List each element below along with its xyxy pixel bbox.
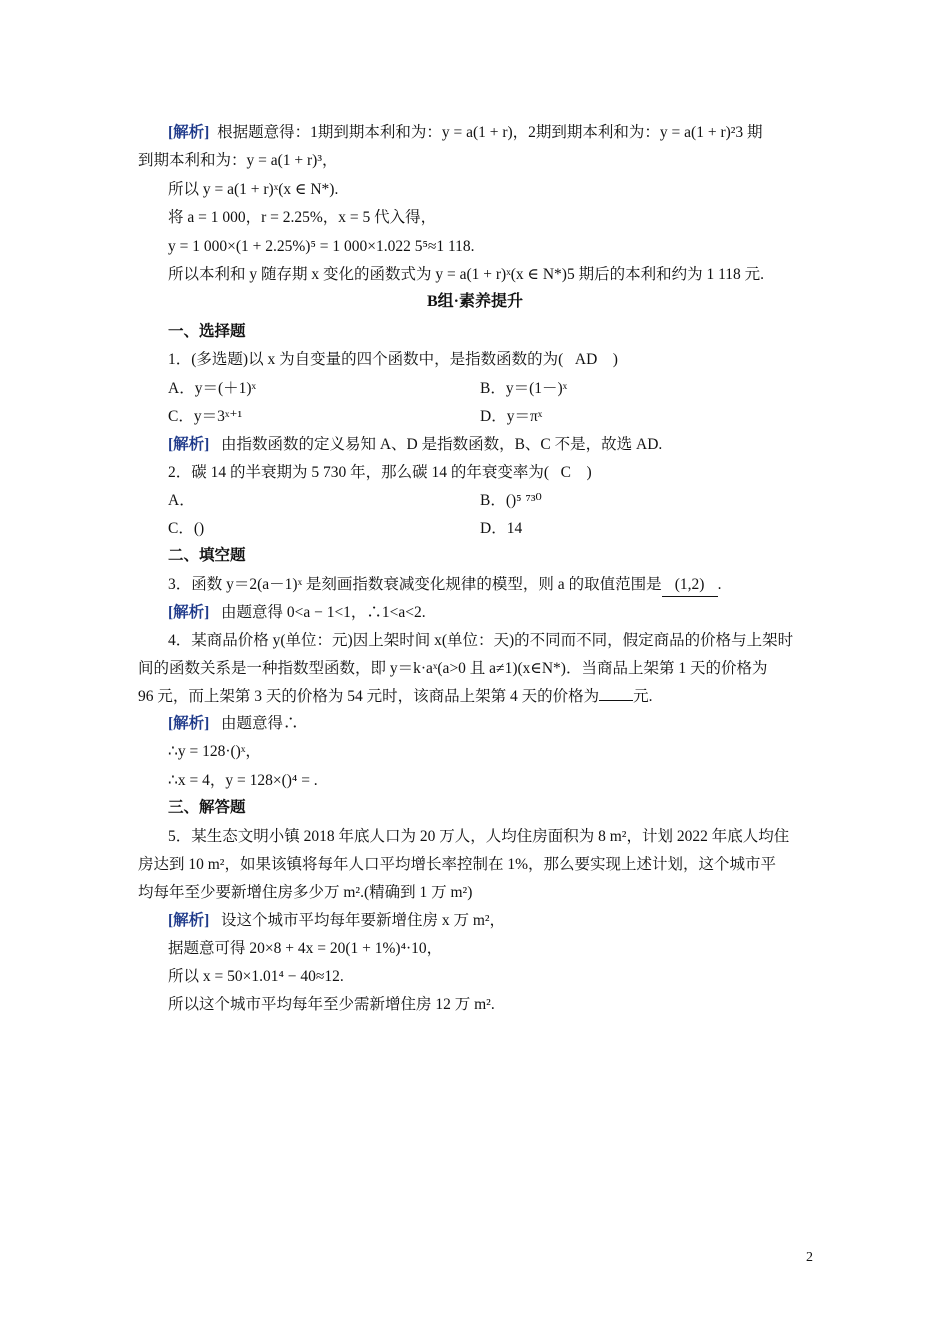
- analysis-line: [168, 434, 662, 456]
- analysis-tag: [解析]: [168, 715, 210, 732]
- section-heading: 三、解答题: [168, 799, 246, 816]
- question-stem: 2．碳 14 的半衰期为 5 730 年，那么碳 14 的年衰变率为(: [168, 464, 550, 481]
- question-stem-end: ): [612, 351, 618, 368]
- question-4-line: 间的函数关系是一种指数型函数，即 y＝k·aˣ(a>0 且 a≠1)(x∈N*)．当商品上架第 1 天的价格为: [138, 660, 768, 677]
- option-a: A．y＝(＋1)ˣ: [168, 380, 256, 397]
- question-4-line: 4．某商品价格 y(单位：元)因上架时间 x(单位：天)的不同而不同，假定商品的价格与上架时: [168, 632, 794, 649]
- option-b: B．()⁵ ⁷³⁰: [480, 492, 542, 509]
- analysis-line: 据题意可得 20×8 + 4x = 20(1 + 1%)⁴·10，: [168, 940, 443, 957]
- option-b: B．y＝(1－)ˣ: [480, 380, 568, 397]
- analysis-line: 所以 y = a(1 + r)ˣ(x ∈ N*).: [168, 181, 339, 198]
- question-stem: 96 元，而上架第 3 天的价格为 54 元时，该商品上架第 4 天的价格为: [138, 688, 600, 705]
- analysis-line: [168, 910, 505, 932]
- question-5-line: 5．某生态文明小镇 2018 年底人口为 20 万人，人均住房面积为 8 m²，计划 2022 年底人均住: [168, 828, 790, 845]
- analysis-line: 将 a = 1 000，r = 2.25%，x = 5 代入得，: [168, 209, 437, 226]
- analysis-line: 所以本利和 y 随存期 x 变化的函数式为 y = a(1 + r)ˣ(x ∈ N*)5 期后的本利和约为 1 118 元.: [168, 266, 764, 283]
- question-4-line: [138, 686, 653, 708]
- option-d: D．y＝πˣ: [480, 408, 543, 425]
- question-1: [168, 349, 618, 371]
- section-heading: 二、填空题: [168, 547, 246, 564]
- analysis-text: 设这个城市平均每年要新增住房 x 万 m²，: [220, 912, 506, 929]
- analysis-tag: [解析]: [168, 436, 210, 453]
- analysis-tag: [解析]: [168, 124, 210, 141]
- analysis-line: [168, 713, 298, 735]
- question-3: [168, 574, 721, 597]
- analysis-line: 所以 x = 50×1.01⁴ − 40≈12.: [168, 968, 344, 985]
- question-stem-end: .: [717, 576, 722, 593]
- question-5-line: 均每年至少要新增住房多少万 m².(精确到 1 万 m²): [138, 884, 473, 901]
- analysis-line: ∴x = 4，y = 128×()⁴ = .: [168, 772, 318, 789]
- page-number: 2: [806, 1250, 813, 1265]
- option-d: D．14: [480, 520, 523, 537]
- answer: AD: [574, 351, 598, 368]
- question-5-line: 房达到 10 m²，如果该镇将每年人口平均增长率控制在 1%，那么要实现上述计划，这个城市平: [138, 856, 776, 873]
- option-a: A．: [168, 492, 195, 509]
- analysis-text: 根据题意得：1期到期本利和为：y = a(1 + r)，2期到期本利和为：y = a(1 + r)²3 期: [217, 124, 763, 141]
- analysis-text: 由题意得 0<a − 1<1，∴1<a<2.: [220, 604, 426, 621]
- analysis-line: 到期本利和为：y = a(1 + r)³，: [138, 152, 338, 169]
- question-stem-end: 元.: [633, 688, 653, 705]
- question-stem-end: ): [586, 464, 592, 481]
- answer-blank: [599, 700, 633, 701]
- section-heading: 一、选择题: [168, 323, 246, 340]
- question-stem: 3．函数 y＝2(a－1)ˣ 是刻画指数衰减变化规律的模型，则 a 的取值范围是: [168, 576, 662, 593]
- analysis-line: ∴y = 128·()ˣ，: [168, 743, 261, 760]
- analysis-line: 所以这个城市平均每年至少需新增住房 12 万 m².: [168, 996, 495, 1013]
- analysis-tag: [解析]: [168, 912, 210, 929]
- analysis-tag: [解析]: [168, 604, 210, 621]
- answer: C: [560, 464, 572, 481]
- option-c: C．y＝3ˣ⁺¹: [168, 408, 243, 425]
- question-2: [168, 462, 592, 484]
- analysis-line: y = 1 000×(1 + 2.25%)⁵ = 1 000×1.022 5⁵≈1 118.: [168, 238, 475, 255]
- question-stem: 1．(多选题)以 x 为自变量的四个函数中，是指数函数的为(: [168, 351, 564, 368]
- analysis-text: 由题意得∴: [220, 715, 299, 732]
- analysis-line: [168, 122, 763, 144]
- option-c: C．(): [168, 520, 205, 537]
- answer-blank: (1,2): [662, 574, 718, 597]
- section-title: B组·素养提升: [426, 293, 523, 310]
- analysis-text: 由指数函数的定义易知 A、D 是指数函数，B、C 不是，故选 AD.: [220, 436, 663, 453]
- analysis-line: [168, 602, 426, 624]
